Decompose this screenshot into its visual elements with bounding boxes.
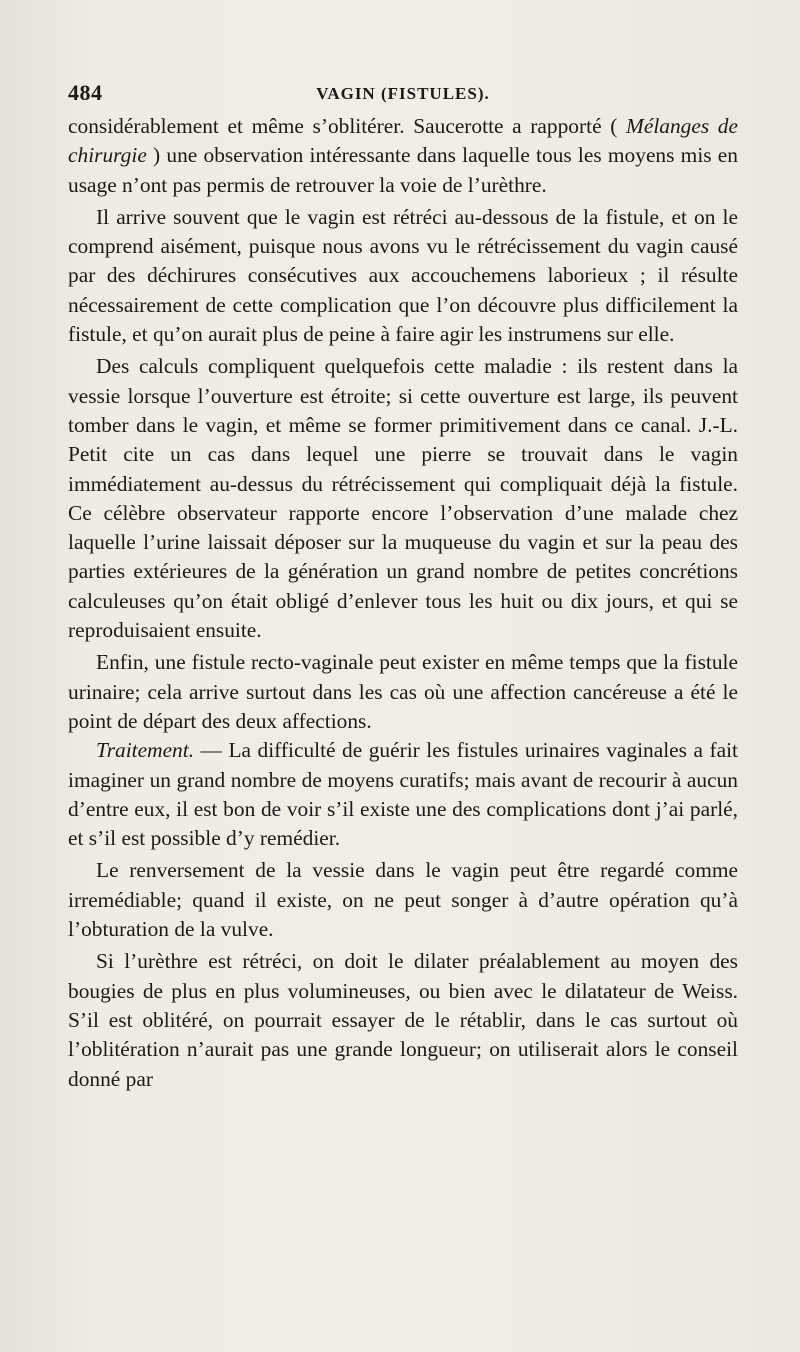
paragraph-5 bbox=[68, 736, 738, 853]
paragraph-3: Des calculs compliquent quelquefois cette maladie : ils restent dans la vessie lorsque l’ouverture est étroite; si cette ouverture est large, ils peuvent tomber dans le vagin, et même se former primitivement dans ce canal. J.-L. Petit cite un cas dans lequel une pierre se trouvait dans le vagin immédiatement au-dessus du rétrécissement qui compliquait déjà la fistule. Ce célèbre observateur rapporte encore l’observation d’une malade chez laquelle l’urine laissait déposer sur la muqueuse du vagin et sur la peau des parties extérieures de la génération un grand nombre de petites concrétions calculeuses qu’on était obligé d’enlever tous les huit ou dix jours, et qui se reproduisaient ensuite. bbox=[68, 354, 738, 643]
cited-work-title: Mélanges de chirurgie bbox=[68, 114, 738, 168]
paragraph-1-end: ) une observation intéressante dans laquelle tous les moyens mis en usage n’ont pas permis de retrouver la voie de l’urèthre. bbox=[68, 143, 738, 197]
page-header bbox=[68, 80, 738, 114]
paragraph-2: Il arrive souvent que le vagin est rétréci au-dessous de la fistule, et on le comprend aisément, puisque nous avons vu le rétrécissement du vagin causé par des déchirures consécutives aux accouchemens laborieux ; il résulte nécessairement de cette complication que l’on découvre plus difficilement la fistule, et qu’on aurait plus de peine à faire agir les instrumens sur elle. bbox=[68, 204, 738, 347]
paragraph-6: Le renversement de la vessie dans le vagin peut être regardé comme irremédiable; quand il existe, on ne peut songer à d’autre opération qu’à l’obturation de la vulve. bbox=[68, 858, 738, 942]
paragraph-5-text: — La difficulté de guérir les fistules urinaires vaginales a fait imaginer un grand nombre de moyens curatifs; mais avant de recourir à aucun d’entre eux, il est bon de voir s’il existe une des complications dont j’ai parlé, et s’il est possible d’y remédier. bbox=[68, 738, 738, 851]
section-label: Traitement. bbox=[96, 738, 195, 763]
paragraph-4: Enfin, une fistule recto-vaginale peut exister en même temps que la fistule urinaire; cela arrive surtout dans les cas où une affection cancéreuse a été le point de départ des deux affections. bbox=[68, 650, 738, 733]
body-text bbox=[68, 112, 738, 1094]
page-number: 484 bbox=[68, 80, 103, 105]
paragraph-7: Si l’urèthre est rétréci, on doit le dilater préalablement au moyen des bougies de plus en plus volumineuses, ou bien avec le dilatateur de Weiss. S’il est oblitéré, on pourrait essayer de le rétablir, dans le cas surtout où l’oblitération n’aurait pas une grande longueur; on utiliserait alors le conseil donné par bbox=[68, 949, 738, 1091]
paragraph-1 bbox=[68, 112, 738, 200]
running-head: VAGIN (FISTULES). bbox=[316, 84, 490, 103]
paragraph-1-start: considérablement et même s’oblitérer. Saucerotte a rapporté ( bbox=[68, 114, 626, 138]
